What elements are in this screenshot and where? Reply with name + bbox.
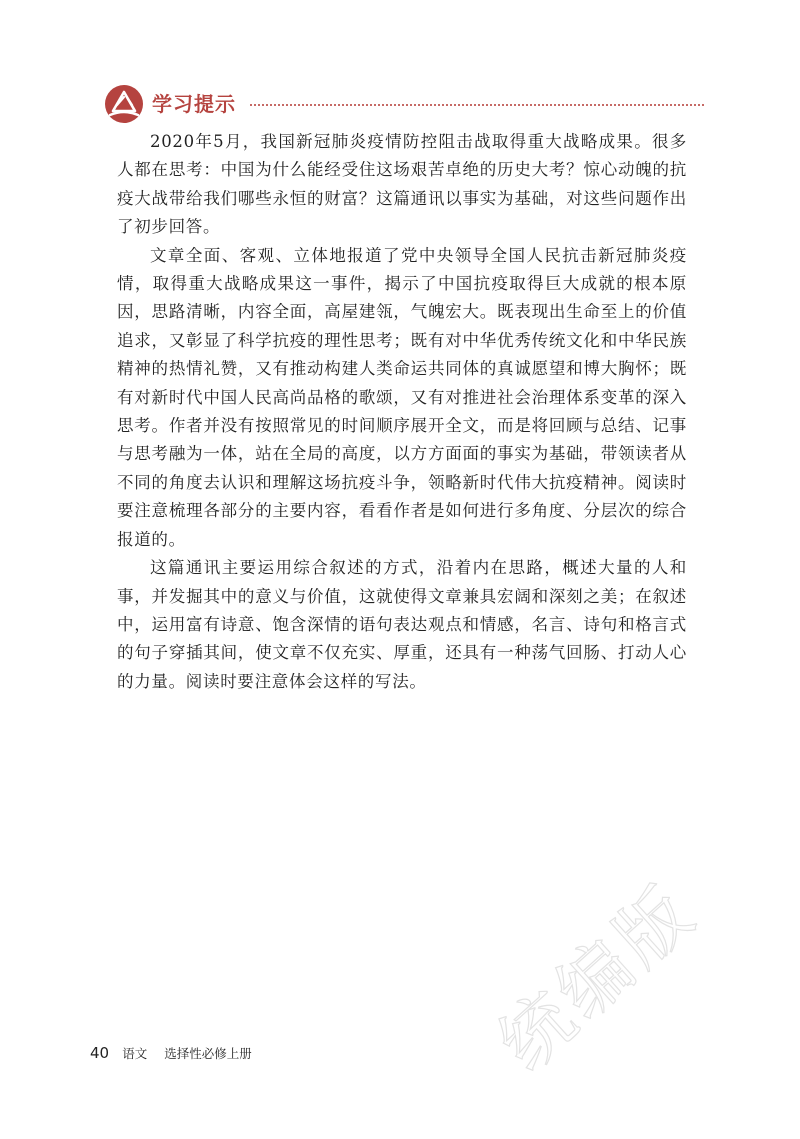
- paragraph-writing-method: 这篇通讯主要运用综合叙述的方式，沿着内在思路，概述大量的人和事，并发掘其中的意义与价值，这就使得文章兼具宏阔和深刻之美；在叙述中，运用富有诗意、饱含深情的语句表达观点和情感，名言、诗句和格言式的句子穿插其间，使文章不仅充实、厚重，还具有一种荡气回肠、打动人心的力量。阅读时要注意体会这样的写法。: [117, 558, 687, 691]
- paragraph-content-analysis: 文章全面、客观、立体地报道了党中央领导全国人民抗击新冠肺炎疫情，取得重大战略成果这一事件，揭示了中国抗疫取得巨大成就的根本原因，思路清晰，内容全面，高屋建瓴，气魄宏大。既表现出生命至上的价值追求，又彰显了科学抗疫的理性思考；既有对中华优秀传统文化和中华民族精神的热情礼赞，又有推动构建人类命运共同体的真诚愿望和博大胸怀；既有对新时代中国人民高尚品格的歌颂，又有对推进社会治理体系变革的深入思考。作者并没有按照常见的时间顺序展开全文，而是将回顾与总结、记事与思考融为一体，站在全局的高度，以方方面面的事实为基础，带领读者从不同的角度去认识和理解这场抗疫斗争，领略新时代伟大抗疫精神。阅读时要注意梳理各部分的主要内容，看看作者是如何进行多角度、分层次的综合报道的。: [117, 245, 687, 549]
- page-number: 40: [90, 1044, 110, 1062]
- header-dotted-divider: [250, 104, 704, 106]
- study-tip-logo-icon: [104, 84, 144, 124]
- book-volume: 选择性必修上册: [164, 1046, 252, 1061]
- book-subject: 语文: [122, 1046, 148, 1061]
- watermark: 统编版: [482, 867, 713, 1087]
- section-header: [104, 82, 704, 126]
- page-footer: [90, 1043, 252, 1064]
- paragraph-intro: 2020年5月，我国新冠肺炎疫情防控阻击战取得重大战略成果。很多人都在思考：中国为什么能经受住这场艰苦卓绝的历史大考？惊心动魄的抗疫大战带给我们哪些永恒的财富？这篇通讯以事实为基础，对这些问题作出了初步回答。: [117, 132, 687, 237]
- section-title: 学习提示: [152, 92, 236, 116]
- article-body: [117, 128, 687, 696]
